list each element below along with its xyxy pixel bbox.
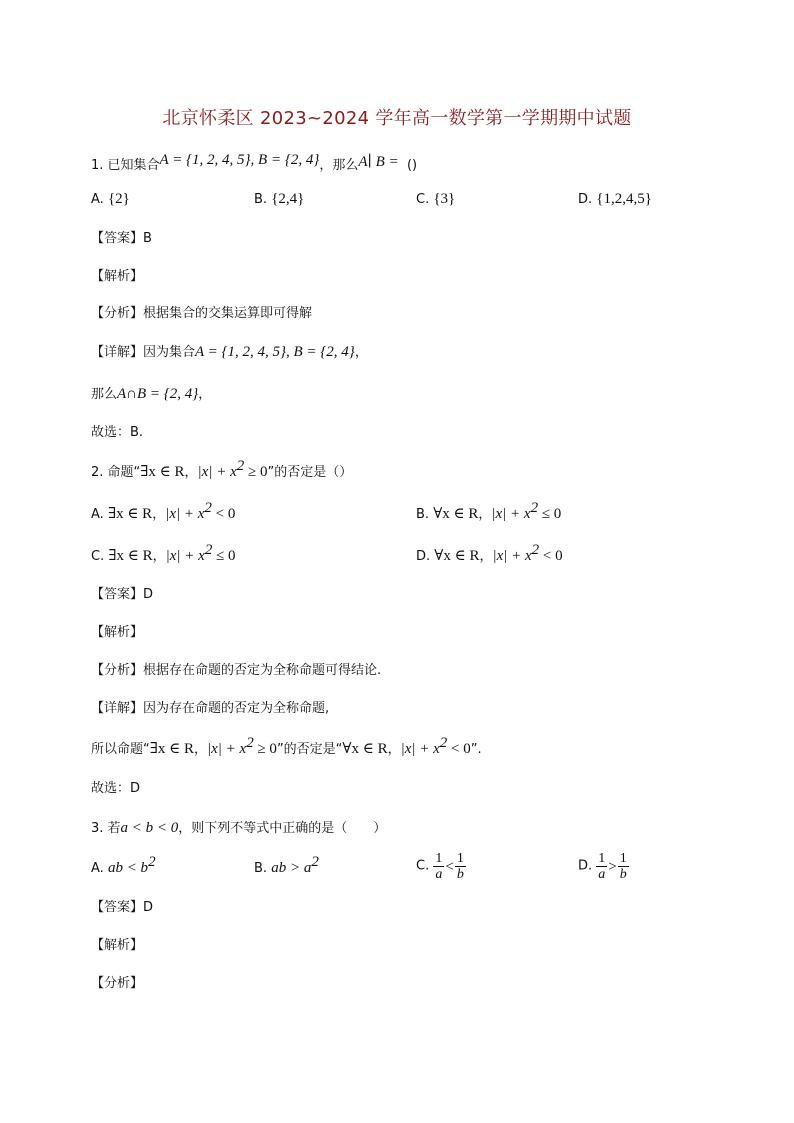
q2-line-expr-a: ∃x ∈ R bbox=[149, 741, 194, 757]
q2-answer: 【答案】D bbox=[91, 587, 154, 602]
q1-detail-prefix: 【详解】因为集合 bbox=[91, 345, 196, 360]
option-rel: ≤ 0 bbox=[538, 506, 562, 522]
option-expr: |x| + x bbox=[492, 548, 532, 564]
q1-option-d bbox=[578, 189, 652, 210]
q2-stem-expr-c: ≥ 0 bbox=[244, 464, 268, 480]
question-1-stem bbox=[91, 150, 417, 176]
q2-line-suffix: ”. bbox=[470, 742, 482, 757]
option-quantifier: ∀x ∈ R bbox=[433, 506, 479, 522]
q3-analysis: 【解析】 bbox=[91, 938, 144, 953]
option-label: D. bbox=[578, 192, 593, 207]
q2-fenxi: 【分析】根据存在命题的否定为全称命题可得结论. bbox=[91, 663, 382, 678]
option-sep: ， bbox=[479, 549, 493, 564]
q1-answer: 【答案】B bbox=[91, 231, 152, 246]
option-label: B. bbox=[254, 861, 268, 876]
option-sup: 2 bbox=[148, 854, 156, 870]
option-sup: 2 bbox=[311, 854, 319, 870]
fraction-1-over-a bbox=[596, 851, 607, 882]
q2-option-c bbox=[91, 542, 236, 567]
frac-num: 1 bbox=[456, 851, 464, 866]
option-quantifier: ∃x ∈ R bbox=[108, 548, 153, 564]
q1-option-b bbox=[254, 189, 304, 210]
option-value: {1,2,4,5} bbox=[596, 191, 652, 207]
q1-set-expr: A = {1, 2, 4, 5}, B = {2, 4} bbox=[159, 152, 320, 168]
q3-option-d bbox=[578, 851, 629, 882]
q1-detail-suffix: ， bbox=[354, 345, 368, 360]
q2-line-expr-e: |x| + x bbox=[400, 741, 440, 757]
q2-stem-suffix: ”的否定是（） bbox=[267, 465, 353, 480]
option-rel: ≤ 0 bbox=[212, 548, 236, 564]
q1-stem-mid: ，那么 bbox=[319, 158, 359, 173]
q1-detail bbox=[91, 342, 368, 363]
fraction-1-over-b bbox=[618, 851, 629, 882]
option-expr: |x| + x bbox=[165, 506, 205, 522]
option-label: C. bbox=[416, 858, 430, 874]
q2-line-sup2: 2 bbox=[439, 735, 448, 751]
option-label: B. bbox=[254, 192, 268, 207]
q1-stem-prefix: 1. 已知集合 bbox=[91, 158, 160, 173]
q2-line-expr-f: < 0 bbox=[447, 741, 471, 757]
q2-line-expr-c: ≥ 0 bbox=[253, 741, 277, 757]
q2-option-b bbox=[416, 500, 562, 525]
frac-den: b bbox=[456, 867, 464, 882]
option-quantifier: ∃x ∈ R bbox=[107, 506, 153, 522]
option-sep: ， bbox=[152, 507, 166, 522]
frac-den: a bbox=[598, 867, 606, 882]
option-sup: 2 bbox=[530, 500, 539, 516]
q2-analysis: 【解析】 bbox=[91, 625, 144, 640]
option-label: A. bbox=[91, 861, 104, 876]
option-value: {3} bbox=[433, 191, 456, 207]
option-sup: 2 bbox=[204, 500, 212, 516]
option-rel: < bbox=[445, 858, 454, 875]
q3-stem-suffix: ，则下列不等式中正确的是（ ） bbox=[178, 821, 387, 836]
page-title: 北京怀柔区 2023~2024 学年高一数学第一学期期中试题 bbox=[162, 108, 632, 129]
q1-line2-expr: A∩B = {2, 4} bbox=[117, 386, 199, 402]
q3-option-c bbox=[416, 851, 466, 882]
frac-num: 1 bbox=[619, 851, 627, 866]
option-label: A. bbox=[91, 507, 104, 522]
option-label: D. bbox=[416, 549, 431, 564]
q1-analysis: 【解析】 bbox=[91, 269, 144, 284]
option-rel: > bbox=[608, 858, 617, 875]
frac-num: 1 bbox=[598, 851, 606, 866]
q2-line-prefix: 所以命题“ bbox=[91, 742, 150, 757]
q1-op-expr: A∣ B = bbox=[358, 154, 399, 170]
question-2-stem bbox=[91, 458, 353, 483]
q2-stem-expr-b: |x| + x bbox=[197, 464, 237, 480]
option-rel: < 0 bbox=[539, 548, 563, 564]
q3-stem-prefix: 3. 若 bbox=[91, 821, 121, 836]
q1-conclusion: 故选：B. bbox=[91, 425, 144, 440]
fraction-1-over-b bbox=[455, 851, 466, 882]
option-expr: ab > a bbox=[271, 860, 312, 876]
q1-option-c bbox=[416, 189, 455, 210]
q2-option-a bbox=[91, 500, 236, 525]
option-label: D. bbox=[578, 858, 593, 874]
q1-line2-suffix: ， bbox=[198, 387, 212, 402]
q2-detail: 【详解】因为存在命题的否定为全称命题, bbox=[91, 701, 330, 716]
option-expr: |x| + x bbox=[491, 506, 531, 522]
frac-num: 1 bbox=[435, 851, 443, 866]
option-quantifier: ∀x ∈ R bbox=[434, 548, 480, 564]
q2-line-expr-b: |x| + x bbox=[207, 741, 247, 757]
q2-line-sep: ， bbox=[194, 742, 208, 757]
q2-stem-prefix: 2. 命题“ bbox=[91, 465, 141, 480]
option-rel: < 0 bbox=[211, 506, 236, 522]
q1-option-a bbox=[91, 189, 130, 210]
q1-fenxi: 【分析】根据集合的交集运算即可得解 bbox=[91, 306, 313, 321]
option-sup: 2 bbox=[204, 542, 213, 558]
q2-stem-expr-a: ∃x ∈ R bbox=[140, 464, 185, 480]
q3-option-b bbox=[254, 854, 319, 879]
q2-line-expr-d: ∀x ∈ R bbox=[342, 741, 388, 757]
q1-paren: () bbox=[406, 158, 418, 173]
option-sep: ， bbox=[152, 549, 166, 564]
frac-den: a bbox=[435, 867, 443, 882]
q2-conclusion: 故选：D bbox=[91, 781, 141, 796]
option-expr: ab < b bbox=[107, 860, 149, 876]
question-3-stem bbox=[91, 818, 386, 839]
q2-stem-sup: 2 bbox=[236, 458, 245, 474]
option-sup: 2 bbox=[531, 542, 540, 558]
q3-stem-expr: a < b < 0 bbox=[120, 820, 179, 836]
option-label: B. bbox=[416, 507, 430, 522]
q3-option-a bbox=[91, 854, 156, 879]
q2-option-d bbox=[416, 542, 563, 567]
q1-detail-expr: A = {1, 2, 4, 5}, B = {2, 4} bbox=[195, 344, 355, 360]
q3-answer: 【答案】D bbox=[91, 900, 154, 915]
q1-line2 bbox=[91, 384, 211, 405]
option-label: C. bbox=[91, 549, 105, 564]
option-value: {2,4} bbox=[271, 191, 305, 207]
q2-line-sep2: ， bbox=[387, 742, 401, 757]
q2-line-mid: ”的否定是“ bbox=[276, 742, 343, 757]
q2-line-sup: 2 bbox=[246, 735, 254, 751]
option-value: {2} bbox=[107, 191, 130, 207]
q2-line bbox=[91, 735, 482, 760]
q2-stem-sep: ， bbox=[184, 465, 198, 480]
frac-den: b bbox=[619, 867, 627, 882]
fraction-1-over-a bbox=[433, 851, 444, 882]
option-expr: |x| + x bbox=[165, 548, 205, 564]
option-label: A. bbox=[91, 192, 104, 207]
q3-fenxi: 【分析】 bbox=[91, 976, 144, 991]
option-sep: ， bbox=[478, 507, 492, 522]
option-label: C. bbox=[416, 192, 430, 207]
q1-line2-prefix: 那么 bbox=[91, 387, 118, 402]
